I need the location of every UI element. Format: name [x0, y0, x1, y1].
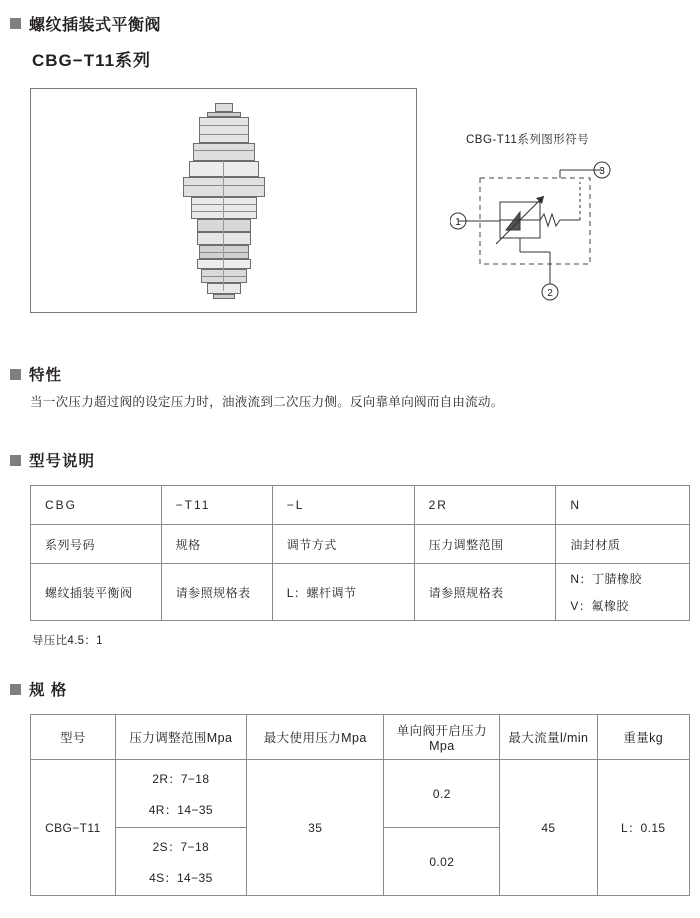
spec-header-check-open-pressure: 单向阀开启压力Mpa: [384, 715, 500, 760]
table-row: [31, 760, 690, 828]
feature-text: 当一次压力超过阀的设定压力时，油液流到二次压力侧。反向靠单向阀而自由流动。: [30, 395, 504, 409]
square-bullet-icon: [10, 455, 21, 466]
spec-heading: [10, 678, 67, 700]
model-cell: 2R: [414, 486, 556, 525]
table-row: [31, 525, 690, 564]
spec-header-model: 型号: [31, 715, 116, 760]
symbol-svg: [450, 160, 650, 305]
product-drawing-box: [30, 88, 417, 313]
model-cell: 螺纹插装平衡阀: [31, 564, 162, 621]
hydraulic-symbol-diagram: [450, 160, 650, 305]
spec-header-max-pressure: 最大使用压力Mpa: [247, 715, 384, 760]
model-heading-label: 型号说明: [29, 453, 96, 470]
model-cell: 请参照规格表: [161, 564, 272, 621]
feature-heading: [10, 363, 62, 385]
model-cell: −T11: [161, 486, 272, 525]
spec-heading-label: 规 格: [29, 682, 68, 699]
model-cell-seal: [556, 564, 690, 621]
seal-option-v: V：氟橡胶: [570, 599, 629, 613]
spec-max-pressure-value: 35: [247, 760, 384, 896]
spec-range-bottom: [115, 828, 246, 896]
seal-option-n: N：丁腈橡胶: [570, 572, 642, 586]
spec-range-2r: 2R：7−18: [152, 771, 210, 786]
model-cell: 系列号码: [31, 525, 162, 564]
model-cell: CBG: [31, 486, 162, 525]
model-cell: 请参照规格表: [414, 564, 556, 621]
valve-cross-section-drawing: [169, 103, 279, 299]
spec-header-pressure-range: 压力调整范围Mpa: [115, 715, 246, 760]
spec-check-open-top: 0.2: [384, 760, 500, 828]
spec-header-weight: 重量kg: [597, 715, 689, 760]
table-row: [31, 486, 690, 525]
square-bullet-icon: [10, 684, 21, 695]
feature-heading-label: 特性: [29, 367, 63, 384]
spec-range-4s: 4S：14−35: [149, 870, 213, 885]
spec-weight-value: L：0.15: [597, 760, 689, 896]
model-cell: 油封材质: [556, 525, 690, 564]
model-code-table: [30, 485, 690, 621]
page-title: [10, 12, 161, 71]
spec-header-max-flow: 最大流量l/min: [500, 715, 597, 760]
spec-model-value: CBG−T11: [31, 760, 116, 896]
title-row: [10, 12, 161, 35]
spec-range-4r: 4R：14−35: [148, 802, 213, 817]
model-heading: [10, 449, 95, 471]
spec-range-top: [115, 760, 246, 828]
pilot-ratio-note: 导压比4.5：1: [32, 635, 103, 647]
model-cell: N: [556, 486, 690, 525]
spec-max-flow-value: 45: [500, 760, 597, 896]
square-bullet-icon: [10, 369, 21, 380]
table-row: [31, 564, 690, 621]
model-cell: L：螺杆调节: [272, 564, 414, 621]
model-cell: 调节方式: [272, 525, 414, 564]
model-cell: 压力调整范围: [414, 525, 556, 564]
model-cell: −L: [272, 486, 414, 525]
model-cell: 规格: [161, 525, 272, 564]
spec-range-2s: 2S：7−18: [152, 839, 210, 854]
specification-table: [30, 714, 690, 896]
table-header-row: [31, 715, 690, 760]
symbol-caption: CBG-T11系列图形符号: [466, 134, 590, 146]
svg-text:3: 3: [599, 166, 605, 177]
square-bullet-icon: [10, 18, 21, 29]
title-main: 螺纹插装式平衡阀: [29, 17, 162, 34]
title-series: CBG−T11系列: [32, 51, 152, 70]
spec-check-open-bottom: 0.02: [384, 828, 500, 896]
svg-text:1: 1: [455, 217, 461, 228]
svg-text:2: 2: [547, 288, 553, 299]
